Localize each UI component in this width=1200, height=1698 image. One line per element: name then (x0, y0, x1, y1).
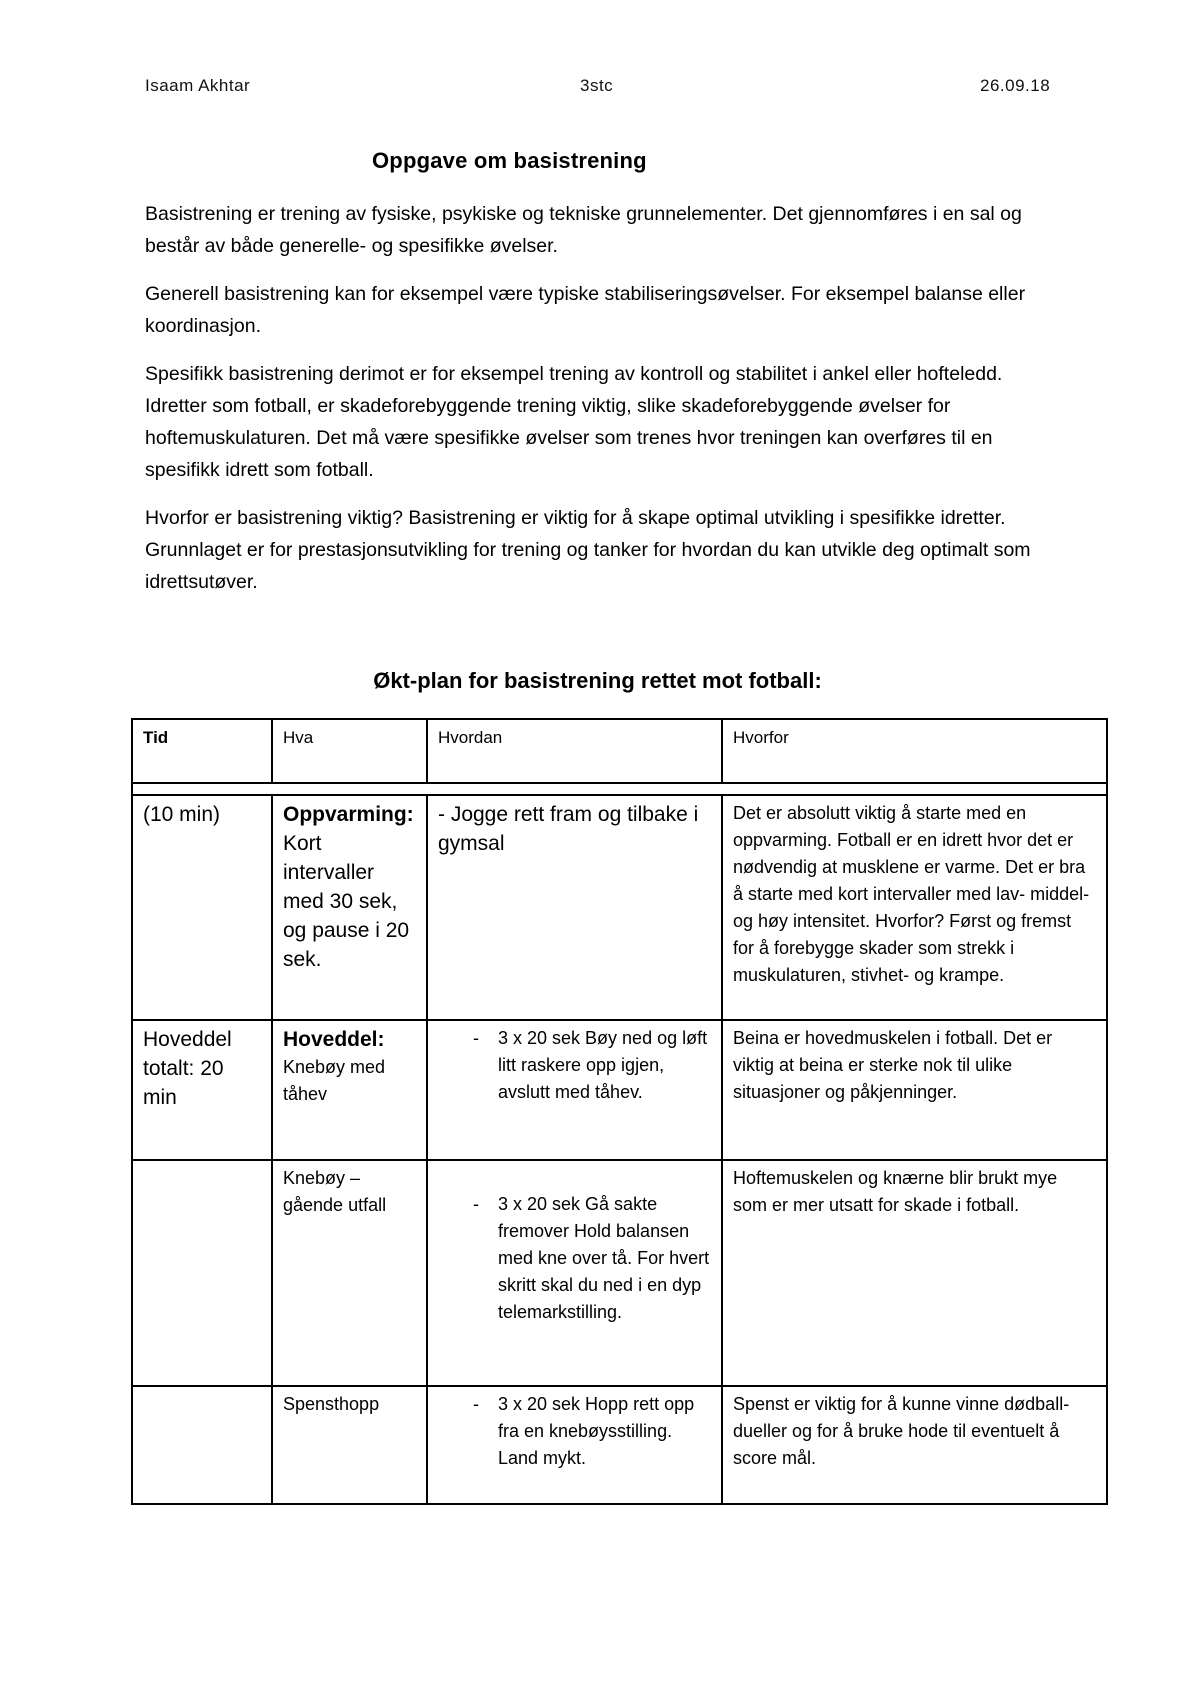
header-class: 3stc (580, 76, 614, 95)
bullet-dash: - (473, 1194, 479, 1214)
document-title: Oppgave om basistrening (372, 148, 647, 173)
column-header-hvordan: Hvordan (427, 719, 722, 783)
bullet-dash: - (473, 1394, 479, 1414)
body-text (145, 198, 1065, 614)
cell-hva: Knebøy – gående utfall (272, 1160, 427, 1386)
cell-hvorfor: Beina er hovedmuskelen i fotball. Det er viktig at beina er sterke nok til ulike situasjoner og påkjenninger. (722, 1020, 1107, 1160)
cell-hva-text: Kort intervaller med 30 sek, og pause i 20 sek. (283, 832, 410, 971)
cell-tid (132, 1160, 272, 1386)
cell-hvordan (427, 1386, 722, 1504)
cell-hvorfor: Det er absolutt viktig å starte med en oppvarming. Fotball er en idrett hvor det er nødvendig at musklene er varme. Det er bra å starte med kort intervaller med lav- middel- og høy intensitet. Hvorfor? Først og fremst for å forebygge skader som strekk i muskulaturen, stivhet- og krampe. (722, 795, 1107, 1020)
table-header-row (132, 719, 1107, 783)
cell-tid: (10 min) (132, 795, 272, 1020)
bullet-dash: - (473, 1028, 479, 1048)
header-date: 26.09.18 (980, 76, 1051, 95)
list-item-text: 3 x 20 sek Hopp rett opp fra en knebøysstilling. Land mykt. (498, 1394, 695, 1468)
cell-hva-title: Oppvarming: (283, 803, 414, 826)
list-item (438, 1391, 711, 1472)
list-item (438, 1191, 711, 1326)
cell-hvordan (427, 1020, 722, 1160)
list-item (438, 1025, 711, 1106)
column-header-hvorfor: Hvorfor (722, 719, 1107, 783)
cell-hvorfor: Hoftemuskelen og knærne blir brukt mye som er mer utsatt for skade i fotball. (722, 1160, 1107, 1386)
paragraph-intro: Basistrening er trening av fysiske, psykiske og tekniske grunnelementer. Det gjennomføres i en sal og består av både generelle- og spesifikke øvelser. (145, 203, 1022, 257)
list-item-text: 3 x 20 sek Bøy ned og løft litt raskere opp igjen, avslutt med tåhev. (498, 1028, 708, 1102)
header-author: Isaam Akhtar (145, 76, 251, 95)
table-row (132, 1386, 1107, 1504)
cell-tid: Hoveddel totalt: 20 min (132, 1020, 272, 1160)
cell-hva-text: Knebøy med tåhev (283, 1057, 386, 1104)
table-row (132, 795, 1107, 1020)
table-row (132, 1160, 1107, 1386)
plan-title: Økt-plan for basistrening rettet mot fotball: (373, 668, 822, 693)
cell-hva (272, 1020, 427, 1160)
session-plan-table (131, 718, 1108, 1505)
cell-hvorfor: Spenst er viktig for å kunne vinne dødball-dueller og for å bruke hode til eventuelt å score mål. (722, 1386, 1107, 1504)
list-item-text: 3 x 20 sek Gå sakte fremover Hold balansen med kne over tå. For hvert skritt skal du ned i en dyp telemarkstilling. (498, 1194, 710, 1322)
column-header-tid: Tid (132, 719, 272, 783)
cell-hva-title: Hoveddel: (283, 1028, 385, 1051)
cell-tid (132, 1386, 272, 1504)
cell-hvordan (427, 1160, 722, 1386)
paragraph-specific: Spesifikk basistrening derimot er for eksempel trening av kontroll og stabilitet i ankel eller hofteledd. Idretter som fotball, er skadeforebyggende trening viktig, slike skadeforebyggende øvelser for hoftemuskulaturen. Det må være spesifikke øvelser som trenes hvor treningen kan overføres til en spesifikk idrett som fotball. (145, 363, 1003, 481)
cell-hvordan: - Jogge rett fram og tilbake i gymsal (427, 795, 722, 1020)
table-row (132, 1020, 1107, 1160)
column-header-hva: Hva (272, 719, 427, 783)
paragraph-why: Hvorfor er basistrening viktig? Basistrening er viktig for å skape optimal utvikling i spesifikke idretter. Grunnlaget er for prestasjonsutvikling for trening og tanker for hvordan du kan utvikle deg optimalt som idrettsutøver. (145, 507, 1031, 593)
cell-hva (272, 795, 427, 1020)
paragraph-general: Generell basistrening kan for eksempel være typiske stabiliseringsøvelser. For eksempel balanse eller koordinasjon. (145, 283, 1026, 337)
cell-hva: Spensthopp (272, 1386, 427, 1504)
